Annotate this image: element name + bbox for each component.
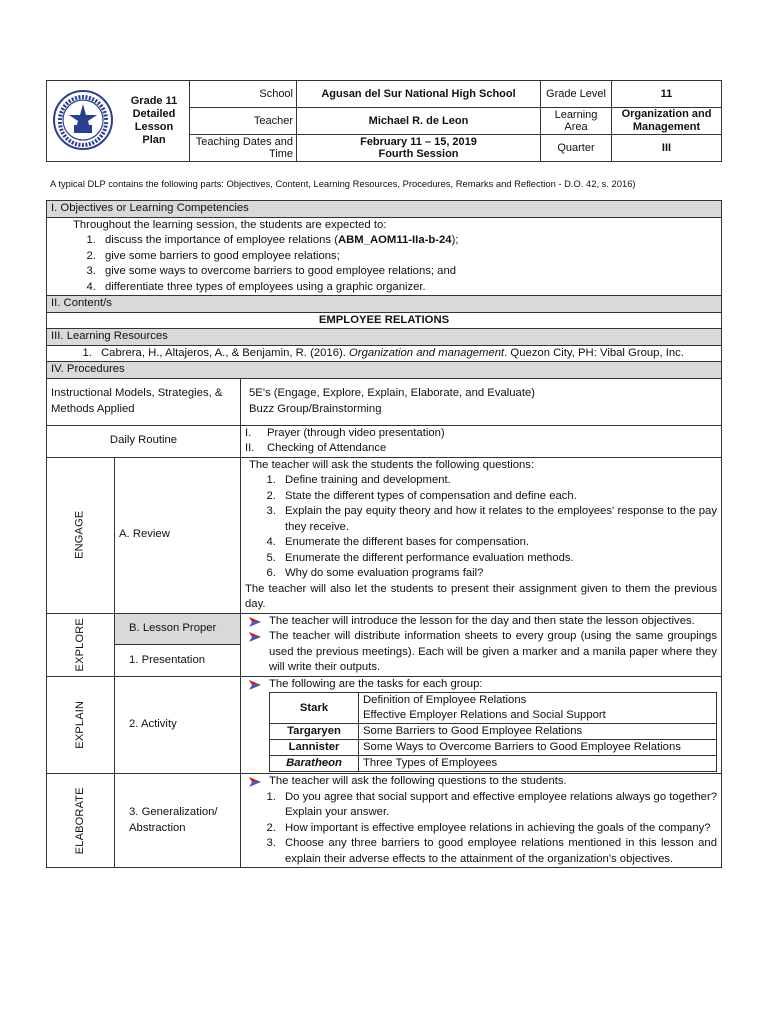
models-line: Buzz Group/Brainstorming [249, 402, 382, 415]
generalization-question: 3. Choose any three barriers to good employee relations mentioned in this lesson and explain their adverse effects to the attainment of the organization's objectives. [279, 836, 717, 867]
routine-item: I. Prayer (through video presentation) [245, 426, 445, 439]
objective-item: 3. give some ways to overcome barriers to good employee relations; and [99, 264, 717, 280]
lesson-plan-title: Grade 11 Detailed Lesson Plan [119, 81, 190, 162]
review-question: 1. Define training and development. [279, 473, 717, 489]
quarter-value: III [612, 135, 722, 162]
generalization-bullet: The teacher will ask the following questions to the students. [245, 774, 717, 790]
arrow-bullet-icon [249, 680, 261, 690]
group-tasks-table [269, 692, 717, 772]
group-task: Some Barriers to Good Employee Relations [359, 724, 717, 740]
presentation-bullet: The teacher will introduce the lesson for the day and then state the lesson objectives. [245, 614, 717, 630]
grade-level-label: Grade Level [541, 81, 612, 108]
deped-seal [47, 81, 120, 162]
teacher-label: Teacher [190, 108, 297, 135]
dates-text: February 11 – 15, 2019 [360, 136, 477, 148]
review-intro: The teacher will ask the students the following questions: [249, 458, 535, 471]
quarter-label: Quarter [541, 135, 612, 162]
activity-body [241, 676, 722, 774]
generalization-label: 3. Generalization/ Abstraction [115, 774, 241, 868]
routine-item: II. Checking of Attendance [245, 442, 387, 454]
presentation-label: 1. Presentation [115, 645, 241, 677]
review-question: 6. Why do some evaluation programs fail? [279, 566, 717, 582]
activity-bullet: The following are the tasks for each group: [245, 677, 717, 693]
review-question: 5. Enumerate the different performance evaluation methods. [279, 551, 717, 567]
session-text: Fourth Session [378, 148, 459, 160]
arrow-bullet-icon [249, 632, 261, 642]
presentation-body [241, 613, 722, 676]
learning-area-label: Learning Area [541, 108, 612, 135]
group-task: Some Ways to Overcome Barriers to Good Employee Relations [359, 740, 717, 756]
generalization-question: 1. Do you agree that social support and effective employee relations always go together? Explain your answer. [279, 790, 717, 821]
group-name: Targaryen [270, 724, 359, 740]
school-value: Agusan del Sur National High School [297, 81, 541, 108]
content-heading: II. Content/s [47, 296, 722, 313]
presentation-bullet: The teacher will distribute information sheets to every group (using the same groupings used the previous meetings). Each will be given a marker and a manila paper where they will write their outputs. [245, 629, 717, 676]
procedures-heading: IV. Procedures [47, 362, 722, 379]
header-table [46, 80, 722, 162]
group-row [270, 740, 717, 756]
activity-label: 2. Activity [115, 676, 241, 774]
review-question: 2. State the different types of compensation and define each. [279, 489, 717, 505]
objective-item: 1. discuss the importance of employee relations (ABM_AOM11-IIa-b-24); [99, 233, 717, 249]
phase-engage: ENGAGE [47, 457, 115, 613]
objectives-intro: Throughout the learning session, the students are expected to: [73, 218, 387, 231]
deped-seal-icon [52, 89, 114, 151]
generalization-question: 2. How important is effective employee relations in achieving the goals of the company? [279, 821, 717, 837]
lesson-plan-table [46, 200, 722, 868]
review-body [241, 457, 722, 613]
routine-value [241, 425, 722, 457]
phase-explore: EXPLORE [47, 613, 115, 676]
objective-item: 4. differentiate three types of employees using a graphic organizer. [99, 280, 717, 296]
phase-explain: EXPLAIN [47, 676, 115, 774]
grade-level-value: 11 [612, 81, 722, 108]
group-name: Lannister [270, 740, 359, 756]
review-label: A. Review [115, 457, 241, 613]
reference-item: 1. Cabrera, H., Altajeros, A., & Benjamin, R. (2016). Organization and management. Quezon City, PH: Vibal Group, Inc. [95, 346, 717, 362]
arrow-bullet-icon [249, 777, 261, 787]
group-row [270, 693, 717, 724]
objective-item: 2. give some barriers to good employee relations; [99, 249, 717, 265]
dates-value [297, 135, 541, 162]
dlp-note: A typical DLP contains the following parts: Objectives, Content, Learning Resources, Procedures, Remarks and Reflection - D.O. 42, s. 2016) [50, 178, 636, 189]
group-name: Baratheon [270, 756, 359, 772]
objectives-body [47, 217, 722, 296]
generalization-body [241, 774, 722, 868]
resources-heading: III. Learning Resources [47, 329, 722, 346]
arrow-bullet-icon [249, 617, 261, 627]
group-task: Definition of Employee Relations Effective Employer Relations and Social Support [359, 693, 717, 724]
models-line: 5E's (Engage, Explore, Explain, Elaborate, and Evaluate) [249, 387, 536, 399]
group-row [270, 756, 717, 772]
objectives-heading: I. Objectives or Learning Competencies [47, 201, 722, 218]
content-title: EMPLOYEE RELATIONS [47, 312, 722, 329]
dates-label: Teaching Dates and Time [190, 135, 297, 162]
review-question: 4. Enumerate the different bases for compensation. [279, 535, 717, 551]
phase-elaborate: ELABORATE [47, 774, 115, 868]
learning-area-value: Organization and Management [612, 108, 722, 135]
routine-label: Daily Routine [47, 425, 241, 457]
review-question: 3. Explain the pay equity theory and how it relates to the employees' response to the pay they receive. [279, 504, 717, 535]
lesson-proper-label: B. Lesson Proper [115, 613, 241, 645]
group-row [270, 724, 717, 740]
models-label: Instructional Models, Strategies, & Methods Applied [47, 378, 241, 425]
review-closing: The teacher will also let the students to present their assignment given to them the previous day. [245, 582, 717, 610]
teacher-value: Michael R. de Leon [297, 108, 541, 135]
school-label: School [190, 81, 297, 108]
group-task: Three Types of Employees [359, 756, 717, 772]
models-value [241, 378, 722, 425]
resources-body [47, 345, 722, 362]
group-name: Stark [270, 693, 359, 724]
